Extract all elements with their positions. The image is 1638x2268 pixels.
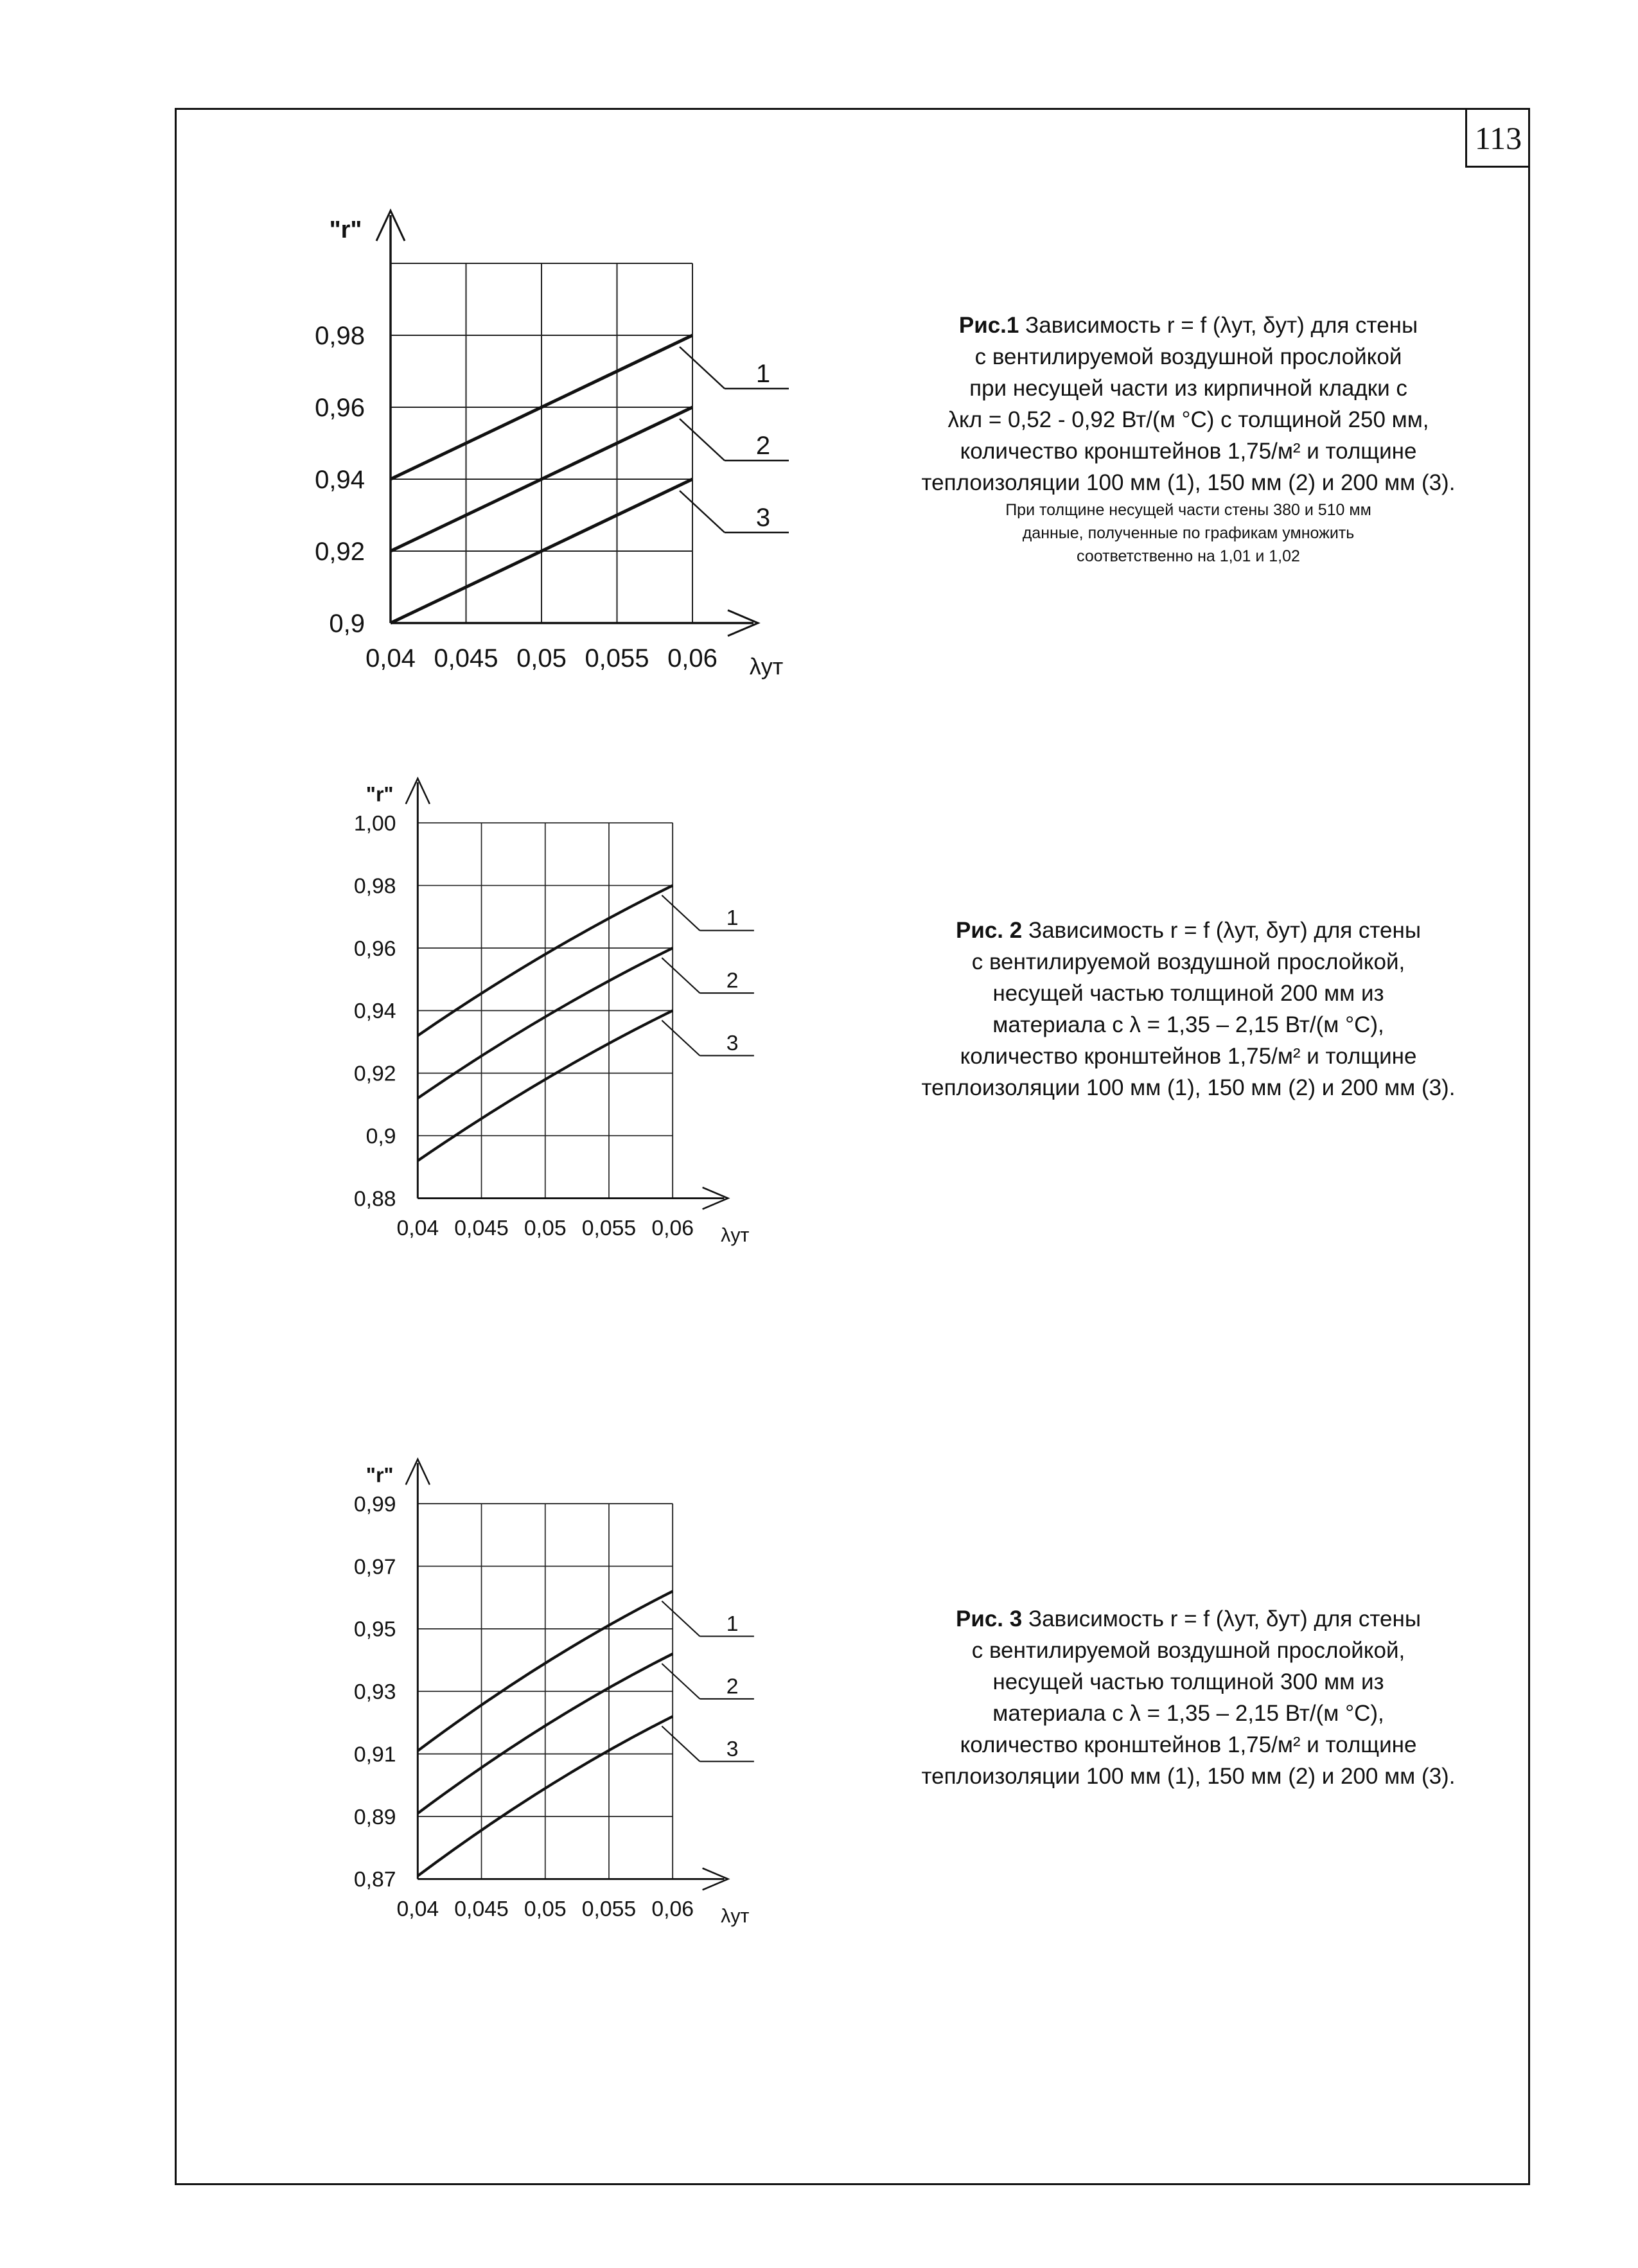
chart-fig3 <box>276 1452 854 1940</box>
y-axis-label: "r" <box>329 216 362 243</box>
series-leader-3 <box>662 1021 700 1056</box>
caption-line: несущей частью толщиной 200 мм из <box>992 981 1384 1006</box>
caption-line: материала с λ = 1,35 – 2,15 Вт/(м °С), <box>992 1701 1384 1726</box>
caption-fig2 <box>861 915 1516 1103</box>
caption-note: данные, полученные по графикам умножить <box>1022 524 1355 542</box>
x-axis-label: λут <box>721 1904 750 1927</box>
series-label-1: 1 <box>726 1612 739 1637</box>
y-tick-label: 0,92 <box>353 1061 396 1086</box>
series-label-2: 2 <box>726 968 739 993</box>
y-tick-label: 0,87 <box>353 1867 396 1892</box>
x-tick-label: 0,04 <box>365 644 416 672</box>
x-tick-label: 0,04 <box>396 1215 439 1240</box>
y-tick-label: 0,96 <box>353 936 396 961</box>
series-leader-1 <box>662 1601 700 1637</box>
caption-line: теплоизоляции 100 мм (1), 150 мм (2) и 200 мм (3). <box>921 1764 1456 1789</box>
x-tick-label: 0,055 <box>585 644 649 672</box>
caption-line: теплоизоляции 100 мм (1), 150 мм (2) и 200 мм (3). <box>921 1075 1456 1100</box>
caption-line: теплоизоляции 100 мм (1), 150 мм (2) и 200 мм (3). <box>921 470 1456 495</box>
x-tick-label: 0,055 <box>581 1215 637 1240</box>
y-tick-label: 0,9 <box>329 610 365 638</box>
x-tick-label: 0,05 <box>524 1896 567 1921</box>
x-tick-label: 0,05 <box>524 1215 567 1240</box>
y-tick-label: 0,93 <box>353 1680 396 1705</box>
x-tick-label: 0,045 <box>454 1215 509 1240</box>
chart-fig1 <box>276 193 854 681</box>
figure-label: Рис. 2 <box>955 918 1023 943</box>
x-tick-label: 0,06 <box>667 644 718 672</box>
series-leader-2 <box>662 958 700 993</box>
caption-note: соответственно на 1,01 и 1,02 <box>1077 547 1300 565</box>
x-tick-label: 0,055 <box>581 1896 637 1921</box>
y-tick-label: 0,91 <box>353 1742 396 1767</box>
y-tick-label: 0,9 <box>365 1123 396 1148</box>
series-leader-1 <box>680 347 725 389</box>
y-tick-label: 0,97 <box>353 1554 396 1579</box>
series-label-3: 3 <box>726 1031 739 1056</box>
y-tick-label: 1,00 <box>353 811 396 836</box>
series-label-3: 3 <box>726 1736 739 1761</box>
caption-line: несущей частью толщиной 300 мм из <box>992 1669 1384 1694</box>
caption-line: количество кронштейнов 1,75/м² и толщине <box>960 439 1417 464</box>
y-tick-label: 0,88 <box>353 1186 396 1211</box>
caption-fig1 <box>861 310 1516 568</box>
caption-line: λкл = 0,52 - 0,92 Вт/(м °С) с толщиной 250 мм, <box>947 407 1429 432</box>
x-tick-label: 0,06 <box>651 1896 694 1921</box>
series-leader-3 <box>662 1726 700 1761</box>
y-tick-label: 0,95 <box>353 1617 396 1642</box>
series-leader-2 <box>680 419 725 461</box>
figure-label: Рис.1 <box>958 313 1019 338</box>
caption-line: с вентилируемой воздушной прослойкой, <box>971 949 1405 974</box>
x-tick-label: 0,06 <box>651 1215 694 1240</box>
series-leader-3 <box>680 491 725 532</box>
y-tick-label: 0,92 <box>315 538 365 566</box>
caption-line: Рис. 3 Зависимость r = f (λут, δут) для стены <box>955 1606 1422 1631</box>
y-tick-label: 0,89 <box>353 1804 396 1829</box>
x-axis-label: λут <box>721 1224 750 1247</box>
caption-line: Рис. 2 Зависимость r = f (λут, δут) для стены <box>955 918 1422 943</box>
x-tick-label: 0,045 <box>454 1896 509 1921</box>
figure-label: Рис. 3 <box>955 1606 1023 1631</box>
caption-line: с вентилируемой воздушной прослойкой <box>974 344 1402 369</box>
caption-line: материала с λ = 1,35 – 2,15 Вт/(м °С), <box>992 1012 1384 1037</box>
caption-line: при несущей части из кирпичной кладки с <box>969 376 1407 401</box>
caption-line: Рис.1 Зависимость r = f (λут, δут) для стены <box>958 313 1418 338</box>
y-tick-label: 0,96 <box>315 394 365 422</box>
x-tick-label: 0,04 <box>396 1896 439 1921</box>
y-tick-label: 0,98 <box>315 322 365 350</box>
series-leader-1 <box>662 895 700 931</box>
series-label-3: 3 <box>755 504 771 532</box>
y-tick-label: 0,94 <box>353 999 396 1024</box>
chart-fig2 <box>276 764 854 1253</box>
page-number: 113 <box>1465 110 1529 168</box>
series-label-1: 1 <box>726 906 739 931</box>
y-tick-label: 0,94 <box>315 466 365 494</box>
caption-line: количество кронштейнов 1,75/м² и толщине <box>960 1044 1417 1069</box>
caption-note: При толщине несущей части стены 380 и 510 мм <box>1005 501 1371 519</box>
x-axis-label: λут <box>749 653 784 680</box>
caption-line: количество кронштейнов 1,75/м² и толщине <box>960 1732 1417 1757</box>
y-tick-label: 0,99 <box>353 1491 396 1516</box>
series-label-1: 1 <box>755 360 771 388</box>
y-axis-label: "r" <box>365 782 394 806</box>
y-tick-label: 0,98 <box>353 874 396 899</box>
y-axis-label: "r" <box>365 1463 394 1487</box>
series-leader-2 <box>662 1664 700 1699</box>
x-tick-label: 0,05 <box>516 644 567 672</box>
x-tick-label: 0,045 <box>434 644 498 672</box>
series-label-2: 2 <box>726 1674 739 1699</box>
caption-fig3 <box>861 1603 1516 1792</box>
caption-line: с вентилируемой воздушной прослойкой, <box>971 1638 1405 1663</box>
series-label-2: 2 <box>755 432 771 460</box>
